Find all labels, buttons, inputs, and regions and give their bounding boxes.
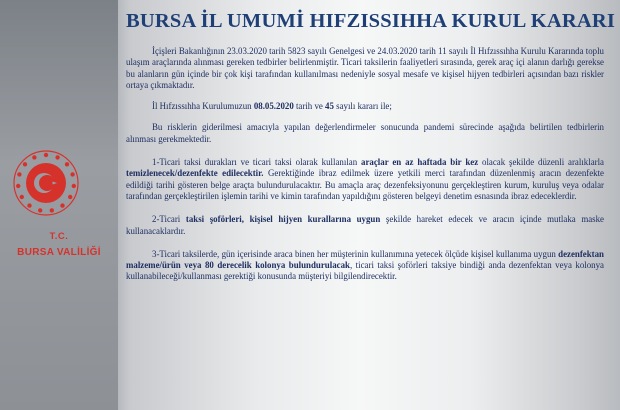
- text: şekilde hareket edecek ve aracın içinde mutlaka maske kullanacaklardır.: [126, 214, 604, 236]
- turkish-governorship-seal-icon: [13, 150, 79, 216]
- paragraph-intro: İçişleri Bakanlığının 23.03.2020 tarih 5823 sayılı Genelgesi ve 24.03.2020 tarih 11 sayılı İl Hıfzıssıhha Kurulu Kararında toplu ulaşım araçlarında alınması gereken tedbirler belirlenmiştir. Ticari taksilerin faaliyetleri sırasında, gerek araç içi alanın darlığı gerekse bu alanların gün içinde bir çok kişi tarafından kullanılması nedeniyle sosyal mesafe ve kişisel hijyen tedbirleri açısından bazı riskler ortaya çıkmaktadır.: [126, 46, 604, 90]
- bold-text: dezenfektan malzeme/ürün veya 80 derecelik kolonya bulundurulacak: [126, 248, 604, 271]
- sidebar: [0, 0, 118, 410]
- bold-text: temizlenecek/dezenfekte edilecektir.: [126, 168, 264, 179]
- item-3: [126, 249, 604, 283]
- item-2: [126, 214, 604, 237]
- page-title: BURSA İL UMUMİ HIFZISSIHHA KURUL KARARI: [126, 10, 616, 32]
- text: 3-Ticari taksilerde, gün içerisinde araca binen her müşterinin kullanımına yetecek ölçüde kişisel kullanıma uygun: [152, 248, 559, 259]
- org-line-tc: T.C.: [49, 231, 69, 242]
- text: sayılı kararı ile;: [333, 101, 392, 112]
- item-1: [126, 157, 604, 202]
- org-line-governorship: BURSA VALİLİĞİ: [17, 247, 101, 258]
- text: tarih ve: [293, 101, 326, 112]
- paragraph-purpose: Bu risklerin giderilmesi amacıyla yapılan değerlendirmeler sonucunda pandemi sürecinde aşağıda belirtilen tedbirlerin alınması gerekmektedir.: [126, 122, 604, 144]
- text: 2-Ticari: [152, 214, 186, 225]
- text: İl Hıfzıssıhha Kurulumuzun: [152, 101, 254, 112]
- decision-number: 45: [325, 101, 334, 112]
- paragraph-decision-ref: [126, 101, 604, 112]
- decision-date: 08.05.2020: [253, 101, 294, 112]
- bold-text: taksi şoförleri, kişisel hijyen kurallarına uygun: [185, 214, 381, 225]
- document-body: [126, 46, 604, 283]
- text: , ticari taksi şoförleri taksiye bindiği anda dezenfektan veya kolonya kullanabileceği/kullanması gerektiği konusunda müşteriyi bilgilendirecektir.: [126, 260, 604, 282]
- text: 1-Ticari taksi durakları ve ticari taksi olarak kullanılan: [152, 157, 362, 168]
- text: olacak şekilde düzenli aralıklarla: [478, 157, 604, 168]
- bold-text: araçlar en az haftada bir kez: [361, 157, 479, 168]
- text: Gerektiğinde ibraz edilmek üzere yetkili merci tarafından düzenlenmiş aracın dezenfekte edildiği tarihi gösteren belge araçta bulundurulacaktır. Bu amaçla araç dezenfeksiyonunu gerçekleştiren kurum, kuruluş veya odalar tarafından gerçekleştirilen işlemin tarihi ve kimin tarafından yapıldığını gösteren belgeyi denetim esnasında ibraz edeceklerdir.: [126, 168, 604, 201]
